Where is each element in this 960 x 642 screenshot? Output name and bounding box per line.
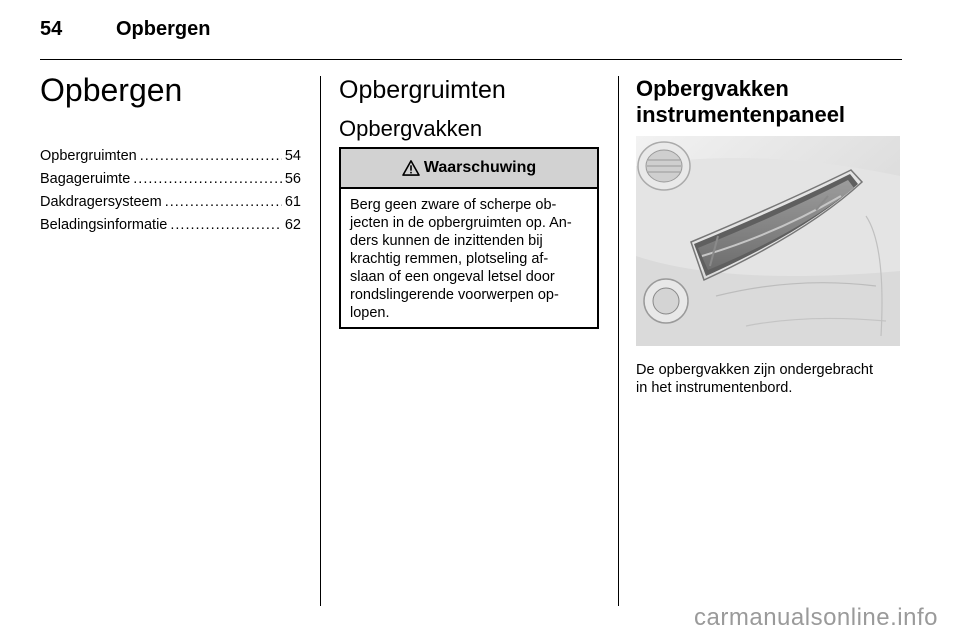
title-line: Opbergvakken <box>636 76 789 101</box>
warning-line: Berg geen zware of scherpe ob- <box>350 197 557 213</box>
dashboard-storage-illustration <box>636 136 900 346</box>
chapter-title: Opbergen <box>40 72 183 108</box>
section-title: Opbergruimten <box>339 76 506 104</box>
column-divider-right <box>618 76 619 606</box>
toc-leader-dots <box>133 171 282 187</box>
toc-entry-page: 54 <box>284 148 301 164</box>
title-line: instrumentenpaneel <box>636 102 846 127</box>
running-title: Opbergen <box>116 18 211 40</box>
text-line: De opbergvakken zijn ondergebracht <box>636 362 873 378</box>
toc-entry[interactable] <box>40 217 301 240</box>
warning-triangle-icon <box>402 160 420 176</box>
storage-panel-title <box>636 76 906 128</box>
toc-leader-dots <box>140 148 282 164</box>
toc-leader-dots <box>165 194 282 210</box>
warning-text <box>341 189 597 322</box>
toc-entry-label: Beladingsinformatie <box>40 217 168 233</box>
toc-entry[interactable] <box>40 148 301 171</box>
warning-heading: Waarschuwing <box>423 159 537 176</box>
toc-entry[interactable] <box>40 171 301 194</box>
toc-entry-label: Dakdragersysteem <box>40 194 162 210</box>
toc-entry-page: 62 <box>284 217 301 233</box>
warning-line: krachtig remmen, plotseling af- <box>350 251 549 267</box>
page-header <box>40 18 902 48</box>
text-line: in het instrumentenbord. <box>636 380 793 396</box>
page-number: 54 <box>40 18 63 40</box>
toc-leader-dots <box>170 217 282 233</box>
warning-header <box>341 149 597 189</box>
warning-line: jecten in de opbergruimten op. An- <box>350 215 572 231</box>
header-rule <box>40 59 902 60</box>
toc-entry[interactable] <box>40 194 301 217</box>
subsection-title: Opbergvakken <box>339 116 483 141</box>
warning-line: slaan of een ongeval letsel door <box>350 269 555 285</box>
watermark: carmanualsonline.info <box>694 604 938 631</box>
table-of-contents <box>40 148 301 240</box>
storage-description <box>636 361 906 397</box>
warning-line: ders kunnen de inzittenden bij <box>350 233 543 249</box>
warning-line: lopen. <box>350 305 390 321</box>
toc-entry-page: 56 <box>284 171 301 187</box>
toc-entry-label: Opbergruimten <box>40 148 137 164</box>
toc-entry-page: 61 <box>284 194 301 210</box>
warning-box <box>339 147 599 329</box>
toc-entry-label: Bagageruimte <box>40 171 131 187</box>
warning-line: rondslingerende voorwerpen op- <box>350 287 559 303</box>
column-divider-left <box>320 76 321 606</box>
